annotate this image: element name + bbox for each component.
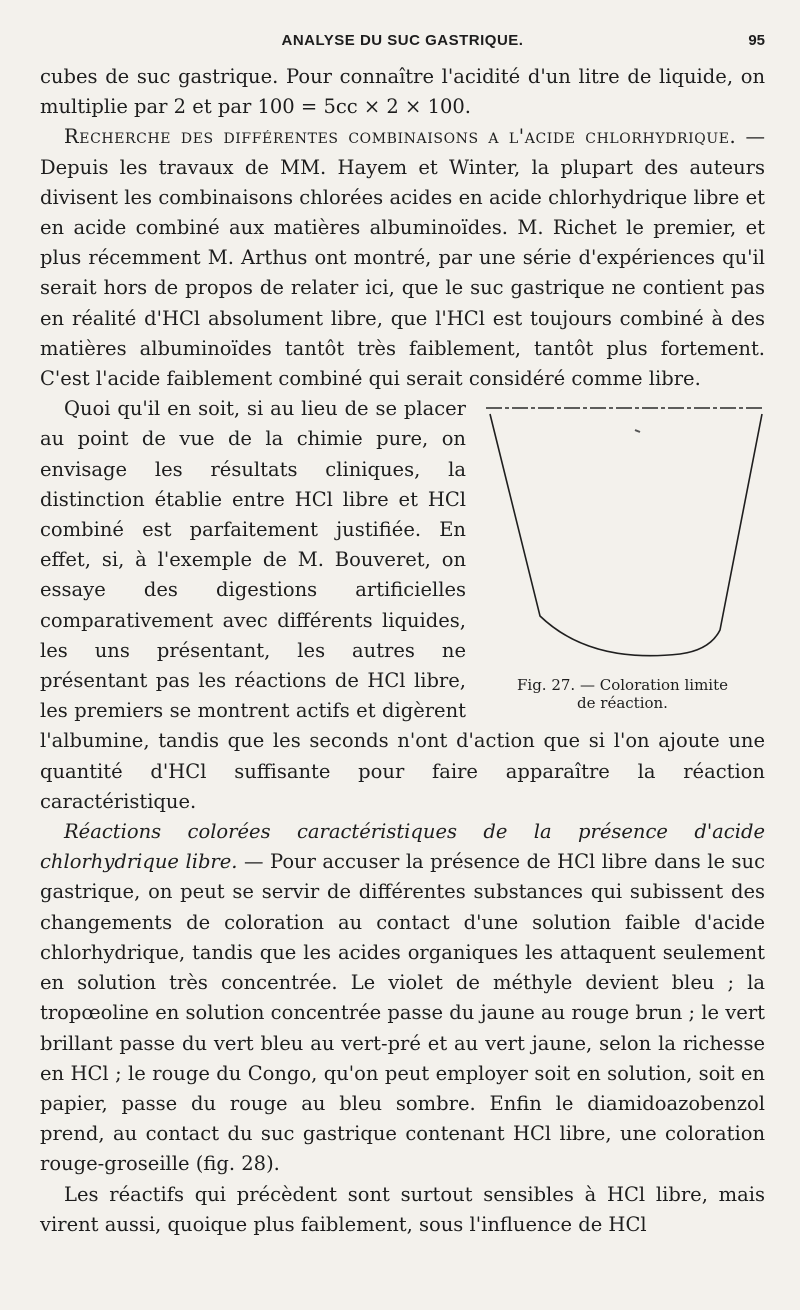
page-header [40, 32, 765, 56]
caption-line-2: de réaction. [577, 694, 668, 713]
paragraph-2 [40, 122, 765, 394]
figure-caption [480, 676, 765, 712]
beaker-illustration [480, 400, 765, 668]
page-number: 95 [748, 32, 765, 49]
paragraph-4-text: — Pour accuser la présence de HCl libre dans le suc gastrique, on peut se servir de différentes substances qui subissent des changements de coloration au contact d'une solution faible d'acide chlorhydrique, tandis que les acides organiques les attaquent seulement en solution très concentrée. Le violet de méthyle devient bleu ; la tropœoline en solution concentrée passe du jaune au rouge brun ; le vert brillant passe du vert bleu au vert-pré et au vert jaune, selon la richesse en HCl ; le rouge du Congo, qu'on peut employer soit en solution, soit en papier, passe du rouge au bleu sombre. Enfin le diamidoazobenzol prend, au contact du suc gastrique contenant HCl libre, une coloration rouge-groseille (fig. 28). [40, 850, 765, 1176]
paragraph-1: cubes de suc gastrique. Pour connaître l'acidité d'un litre de liquide, on multiplie par 2 et par 100 = 5cc × 2 × 100. [40, 65, 765, 119]
caption-line-1: Fig. 27. — Coloration limite [517, 676, 728, 695]
paragraph-5: Les réactifs qui précèdent sont surtout sensibles à HCl libre, mais virent aussi, quoique plus faiblement, sous l'influence de HCl [40, 1182, 765, 1236]
reactions-heading: Réactions colorées caractéristiques de la présence d'acide chlorhydrique libre. [40, 820, 765, 874]
figure-27 [480, 400, 765, 712]
paragraph-2-text: — Depuis les travaux de MM. Hayem et Winter, la plupart des auteurs divisent les combinaisons chlorées acides en acide chlorhydrique libre et en acide combiné aux matières albuminoïdes. M. Richet le premier, et plus récemment M. Arthus ont montré, par une série d'expériences qu'il serait hors de propos de relater ici, que le suc gastrique ne contient pas en réalité d'HCl absolument libre, que l'HCl est toujours combiné à des matières albuminoïdes tantôt très faiblement, tantôt plus fortement. C'est l'acide faiblement combiné qui serait considéré comme libre. [40, 125, 765, 391]
section-heading: Recherche des différentes combinaisons a l'acide chlorhydrique. [64, 125, 737, 149]
beaker-outline [490, 414, 762, 656]
body-text [40, 62, 765, 1240]
paragraph-3: Quoi qu'il en soit, si au lieu de se placer au point de vue de la chimie pure, on envisage les résultats cliniques, la distinction établie entre HCl libre et HCl combiné est parfaitement justifiée. En effet, si, à l'exemple de M. Bouveret, on essaye des digestions artificielles comparativement avec différents liquides, les uns présentant, les autres ne présentant pas les réactions de HCl libre, les premiers se montrent actifs et digèrent l'albumine, tandis que les seconds n'ont d'action que si l'on ajoute une quantité d'HCl suffisante pour faire apparaître la réaction caractéristique. [40, 397, 765, 813]
beaker-mark [635, 430, 640, 432]
paragraph-4 [40, 817, 765, 1179]
running-title: ANALYSE DU SUC GASTRIQUE. [281, 32, 524, 49]
